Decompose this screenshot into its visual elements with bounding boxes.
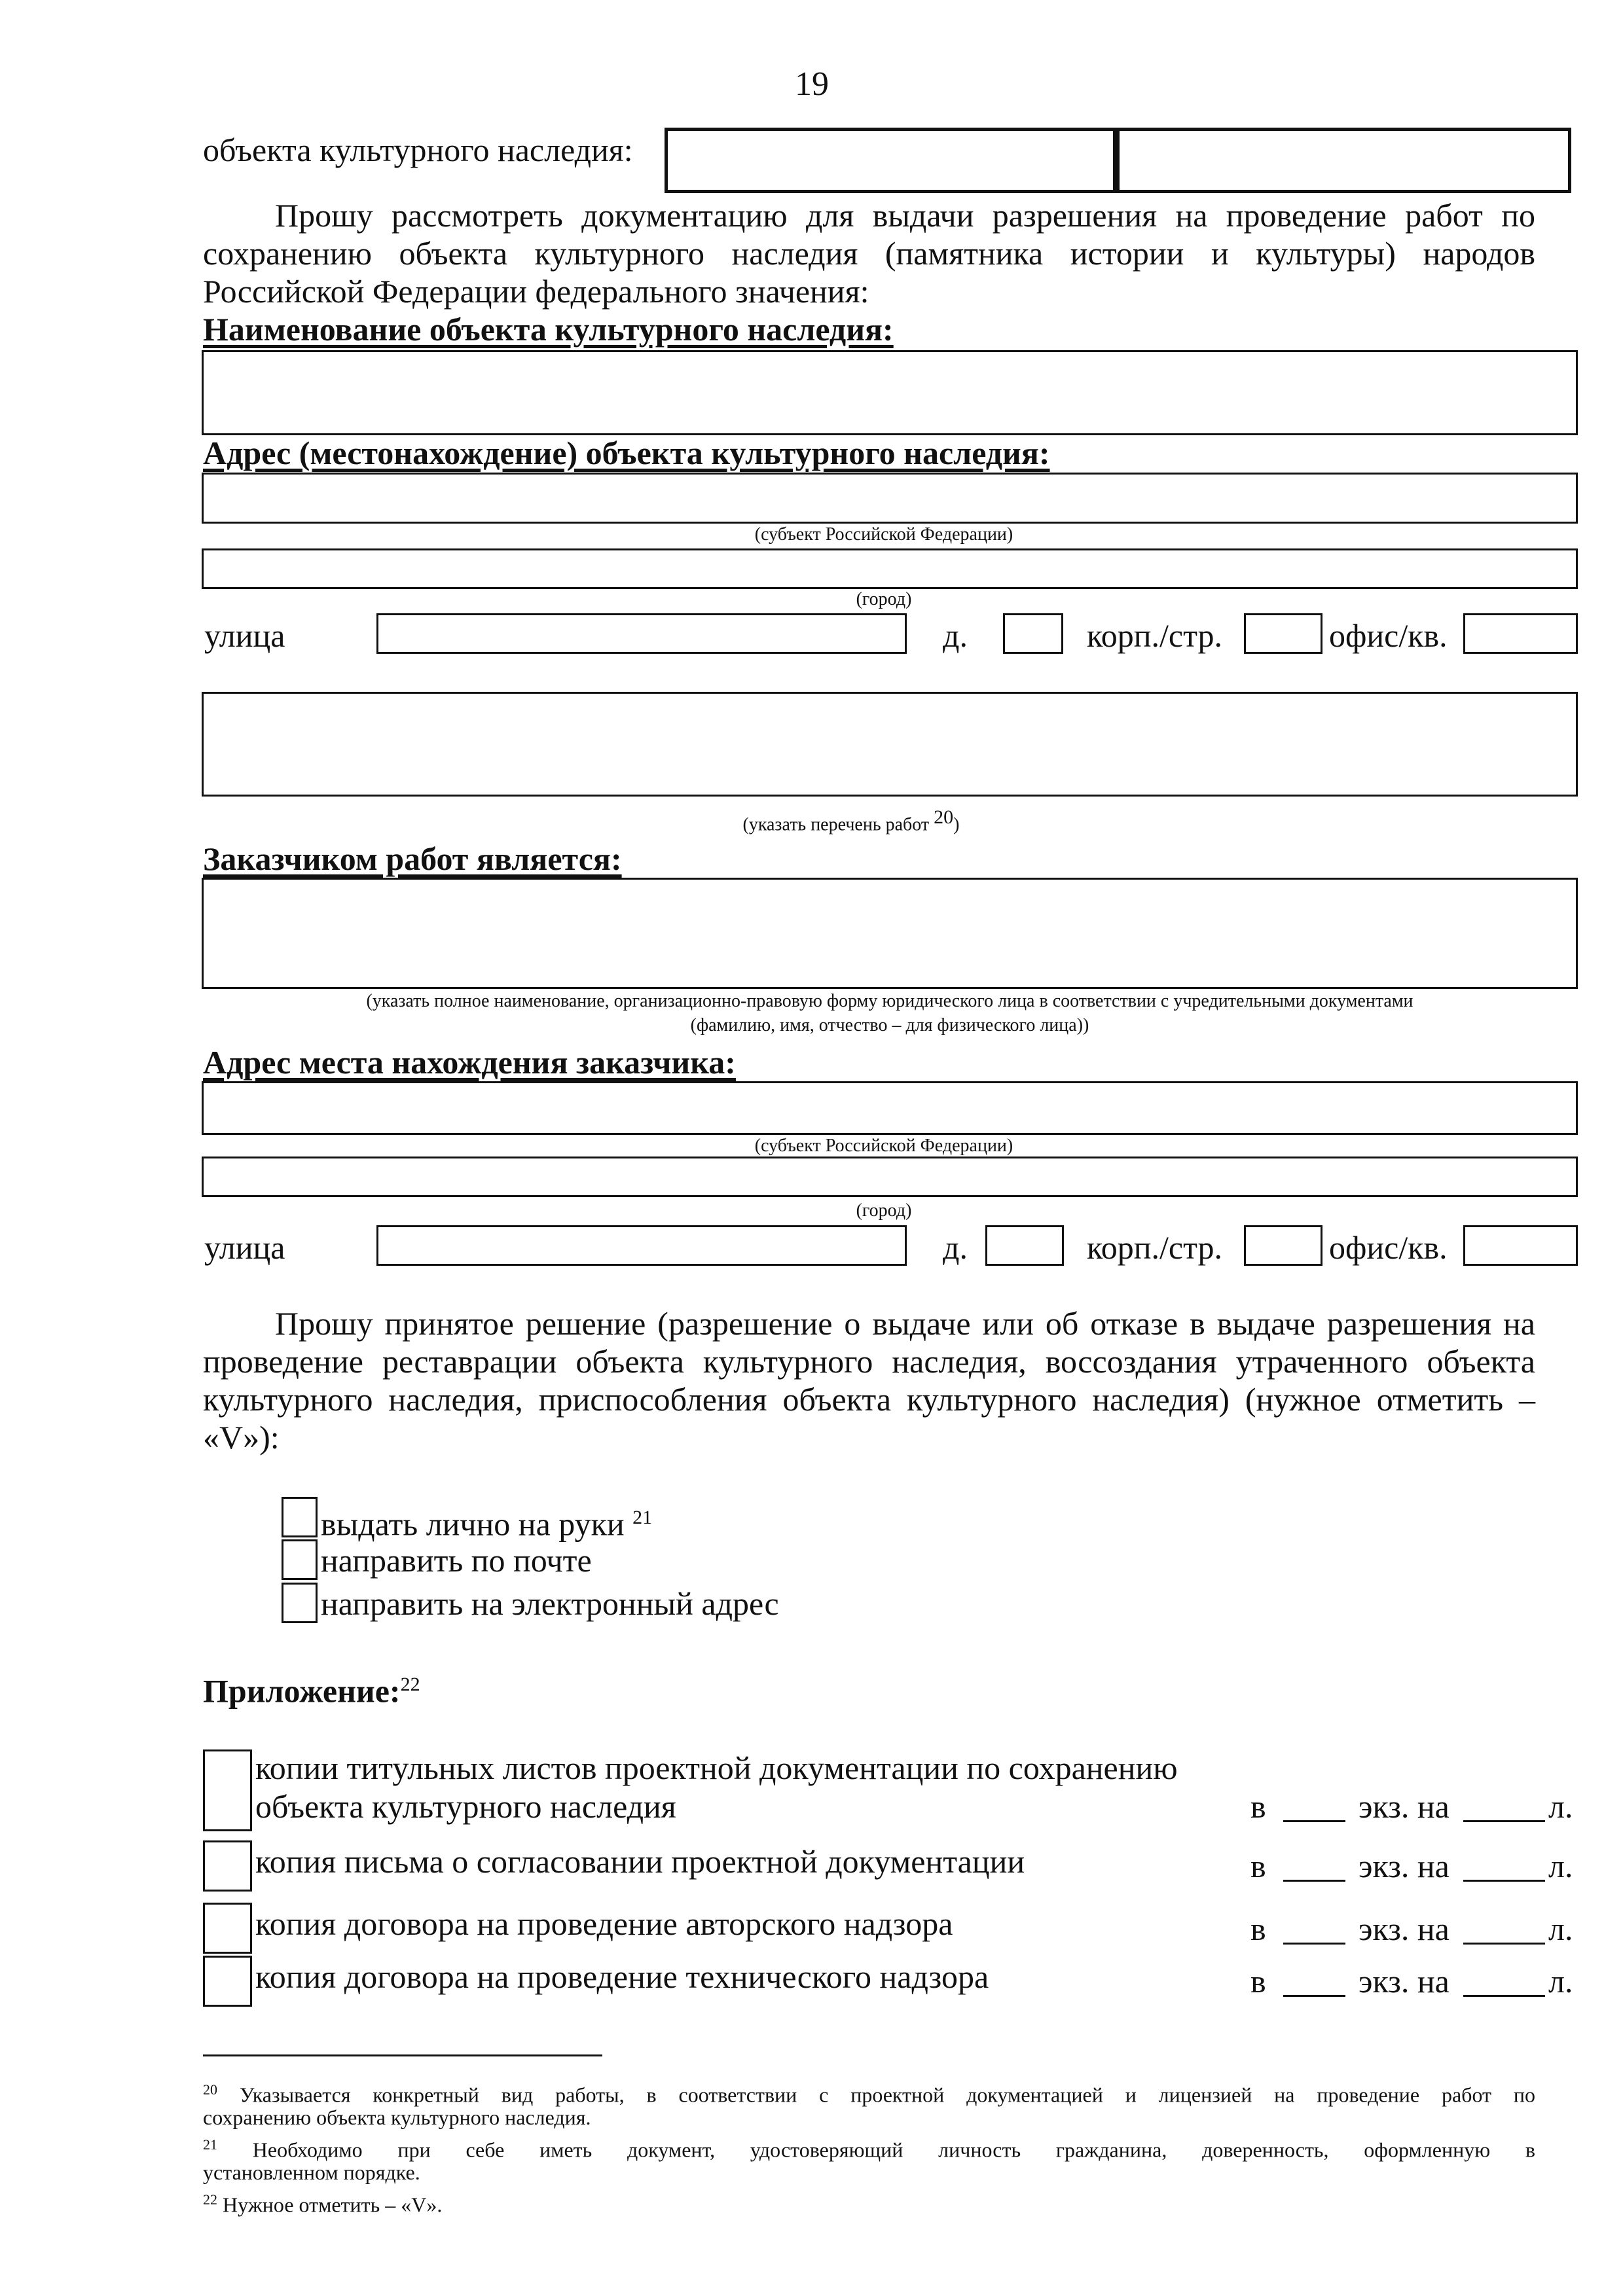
decision-paragraph-line-4: «V»): xyxy=(203,1419,280,1456)
object-street-field[interactable] xyxy=(376,613,907,654)
object-office-field[interactable] xyxy=(1463,613,1578,654)
attachment-sheets-blank[interactable] xyxy=(1463,1820,1545,1822)
customer-city-caption: (город) xyxy=(856,1200,912,1221)
works-list-caption: (указать перечень работ $^{20}$) xyxy=(742,806,960,835)
customer-subject-caption: (субъект Российской Федерации) xyxy=(754,1136,1013,1156)
decision-paragraph-line-2: проведение реставрации объекта культурного наследия, воссоздания утраченного объекта xyxy=(203,1343,1535,1380)
footnote-21-line-1: $^{21}$ Необходимо при себе иметь документ, удостоверяющий личность гражданина, доверенность, оформленную в xyxy=(203,2136,1536,2162)
customer-name-field[interactable] xyxy=(202,878,1578,989)
attachment-copies-blank[interactable] xyxy=(1283,1995,1345,1997)
object-house-label: д. xyxy=(943,617,968,654)
attachment-sheets-suffix: л. xyxy=(1548,1910,1573,1947)
object-name-field[interactable] xyxy=(202,350,1578,435)
customer-caption-line-2: (фамилию, имя, отчество – для физического лица)) xyxy=(690,1015,1089,1035)
footnote-20-line-1: $^{20}$ Указывается конкретный вид работы, в соответствии с проектной документацией и лицензией на проведение работ по xyxy=(203,2081,1536,2107)
attachment-copies-label: экз. на xyxy=(1359,1788,1450,1825)
object-city-caption: (город) xyxy=(856,589,912,609)
attachment-copies-label: экз. на xyxy=(1359,1963,1450,2000)
customer-subject-field[interactable] xyxy=(202,1081,1578,1135)
attachment-label: копия договора на проведение авторского надзора xyxy=(255,1905,953,1942)
attachment-count-prefix: в xyxy=(1250,1848,1266,1884)
object-street-label: улица xyxy=(204,617,285,654)
attachment-checkbox[interactable] xyxy=(203,1956,252,2007)
footnote-22-line-1: $^{22}$ Нужное отметить – «V». xyxy=(203,2191,443,2217)
footnote-20-line-2: сохранению объекта культурного наследия. xyxy=(203,2106,591,2129)
customer-building-label: корп./стр. xyxy=(1087,1229,1223,1266)
delivery-personal-label: выдать лично на руки $^{21}$ xyxy=(321,1505,653,1543)
customer-city-field[interactable] xyxy=(202,1157,1578,1197)
customer-building-field[interactable] xyxy=(1244,1225,1322,1266)
footnote-separator xyxy=(203,2054,602,2056)
attachment-label: копии титульных листов проектной документации по сохранению xyxy=(255,1749,1178,1786)
attachment-sheets-blank[interactable] xyxy=(1463,1943,1545,1945)
customer-office-field[interactable] xyxy=(1463,1225,1578,1266)
decision-paragraph-line-3: культурного наследия, приспособления объекта культурного наследия) (нужное отметить – xyxy=(203,1381,1535,1418)
attachment-checkbox[interactable] xyxy=(203,1840,252,1892)
customer-address-title: Адрес места нахождения заказчика: xyxy=(203,1044,736,1081)
delivery-post-checkbox[interactable] xyxy=(282,1539,318,1580)
object-subject-caption: (субъект Российской Федерации) xyxy=(754,524,1013,545)
object-building-field[interactable] xyxy=(1244,613,1322,654)
delivery-personal-checkbox[interactable] xyxy=(282,1497,318,1537)
delivery-post-label: направить по почте xyxy=(321,1542,592,1579)
object-city-field[interactable] xyxy=(202,548,1578,589)
attachment-count-prefix: в xyxy=(1250,1788,1266,1825)
attachment-sheets-suffix: л. xyxy=(1548,1963,1573,2000)
attachment-count-prefix: в xyxy=(1250,1910,1266,1947)
object-building-label: корп./стр. xyxy=(1087,617,1223,654)
object-address-title: Адрес (местонахождение) объекта культурного наследия: xyxy=(203,435,1050,471)
attachment-checkbox[interactable] xyxy=(203,1903,252,1954)
attachment-copies-blank[interactable] xyxy=(1283,1820,1345,1822)
attachment-checkbox[interactable] xyxy=(203,1749,252,1831)
object-office-label: офис/кв. xyxy=(1329,617,1448,654)
attachment-label-line-2: объекта культурного наследия xyxy=(255,1788,676,1825)
attachment-label: копия письма о согласовании проектной документации xyxy=(255,1843,1025,1880)
customer-office-label: офис/кв. xyxy=(1329,1229,1448,1266)
attachment-label: копия договора на проведение технического надзора xyxy=(255,1958,989,1995)
request-paragraph-line-2: сохранению объекта культурного наследия (памятника истории и культуры) народов xyxy=(203,235,1535,272)
request-paragraph-line-1: Прошу рассмотреть документацию для выдачи разрешения на проведение работ по xyxy=(275,197,1535,234)
attachment-copies-label: экз. на xyxy=(1359,1848,1450,1884)
request-paragraph-line-3: Российской Федерации федерального значения: xyxy=(203,273,869,310)
attachment-copies-label: экз. на xyxy=(1359,1910,1450,1947)
decision-paragraph-line-1: Прошу принятое решение (разрешение о выдаче или об отказе в выдаче разрешения на xyxy=(275,1305,1535,1342)
customer-title: Заказчиком работ является: xyxy=(203,840,622,877)
customer-street-field[interactable] xyxy=(376,1225,907,1266)
attachment-copies-blank[interactable] xyxy=(1283,1880,1345,1882)
attachment-count-prefix: в xyxy=(1250,1963,1266,2000)
customer-caption-line-1: (указать полное наименование, организационно-правовую форму юридического лица в соответствии с учредительными документами xyxy=(366,991,1413,1011)
delivery-email-label: направить на электронный адрес xyxy=(321,1585,779,1622)
attachment-sheets-blank[interactable] xyxy=(1463,1995,1545,1997)
attachment-copies-blank[interactable] xyxy=(1283,1943,1345,1945)
object-subject-field[interactable] xyxy=(202,473,1578,524)
registry-number-box-2[interactable] xyxy=(1116,128,1571,193)
attachment-sheets-blank[interactable] xyxy=(1463,1880,1545,1882)
attachment-sheets-suffix: л. xyxy=(1548,1848,1573,1884)
attachments-title: Приложение:$^{22}$ xyxy=(203,1672,420,1710)
attachment-sheets-suffix: л. xyxy=(1548,1788,1573,1825)
header-label: объекта культурного наследия: xyxy=(203,132,633,168)
object-name-title: Наименование объекта культурного наследия: xyxy=(203,311,894,348)
page-number: 19 xyxy=(795,65,829,103)
customer-house-label: д. xyxy=(943,1229,968,1266)
object-house-field[interactable] xyxy=(1003,613,1063,654)
works-list-field[interactable] xyxy=(202,692,1578,797)
footnote-21-line-2: установленном порядке. xyxy=(203,2161,420,2184)
customer-street-label: улица xyxy=(204,1229,285,1266)
registry-number-box-1[interactable] xyxy=(665,128,1116,193)
customer-house-field[interactable] xyxy=(985,1225,1064,1266)
delivery-email-checkbox[interactable] xyxy=(282,1583,318,1623)
